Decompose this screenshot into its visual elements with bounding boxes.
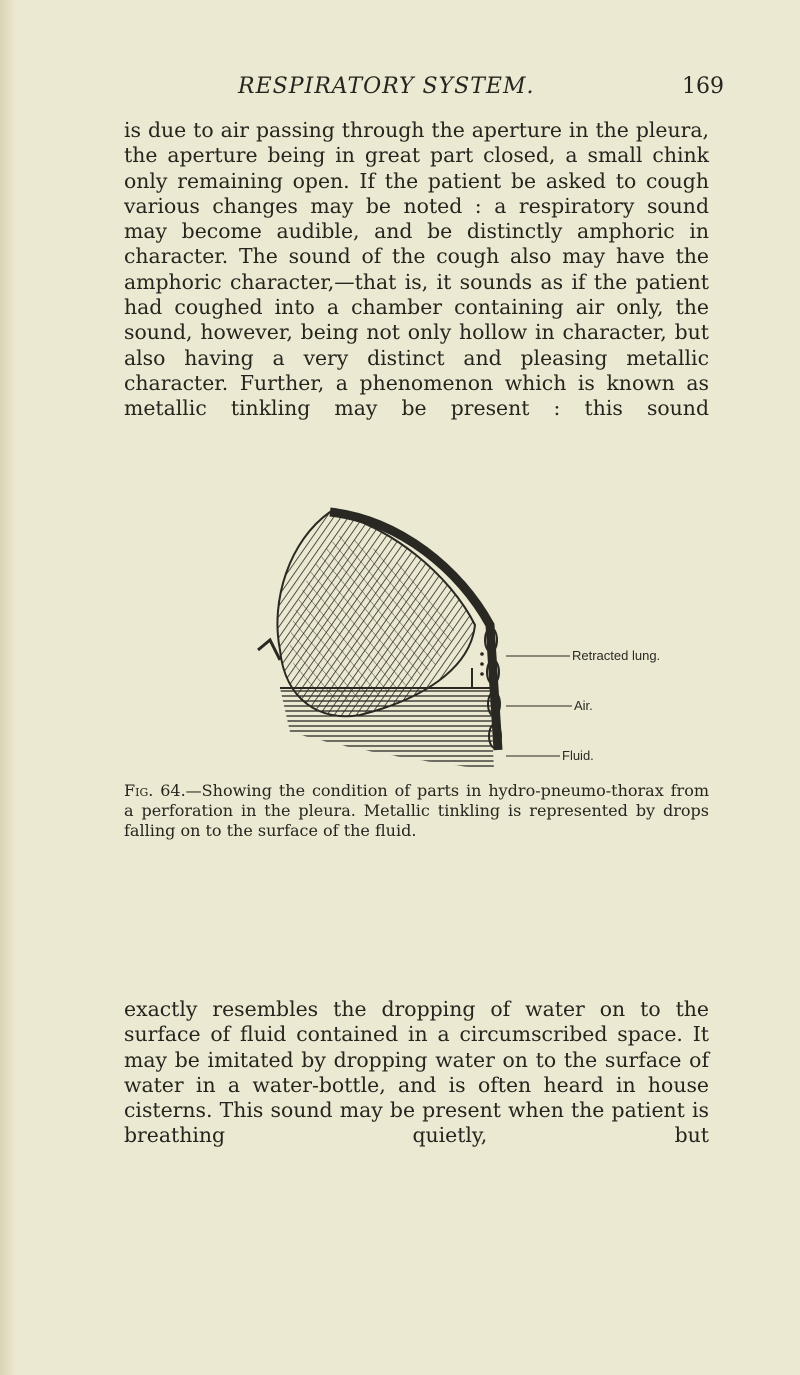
hydro-pneumothorax-illustration [250, 500, 720, 780]
page-edge [0, 0, 16, 1375]
running-head [0, 74, 800, 104]
label-retracted-lung: Retracted lung. [572, 648, 661, 663]
label-fluid: Fluid. [562, 748, 594, 763]
label-air: Air. [574, 698, 593, 713]
paragraph-top: is due to air passing through the aperture in the pleura, the aperture being in great part closed, a small chink only remaining open. If the patient be asked to cough various changes may be noted : a respiratory sound may become audible, and be distinctly amphoric in character. The sound of the cough also may have the amphoric character,—that is, it sounds as if the patient had coughed into a chamber containing air only, the sound, however, being not only hollow in character, but also having a very distinct and pleasing metallic character. Further, a phenomenon which is known as metallic tinkling may be present : this sound [124, 118, 709, 421]
figure-caption [124, 781, 709, 841]
figure-number: Fig. 64. [124, 781, 186, 800]
running-title: RESPIRATORY SYSTEM. [238, 74, 535, 99]
caption-text: —Showing the condition of parts in hydro-pneumo-thorax from a perforation in the pleura. Metallic tinkling is represented by drops falling on to the surface of the fluid. [124, 781, 709, 840]
page-number: 169 [682, 74, 724, 99]
figure-64 [250, 500, 720, 780]
paragraph-bottom: exactly resembles the dropping of water on to the surface of fluid contained in a circumscribed space. It may be imitated by dropping water on to the surface of water in a water-bottle, and is often heard in house cisterns. This sound may be present when the patient is breathing quietly, but [124, 997, 709, 1148]
